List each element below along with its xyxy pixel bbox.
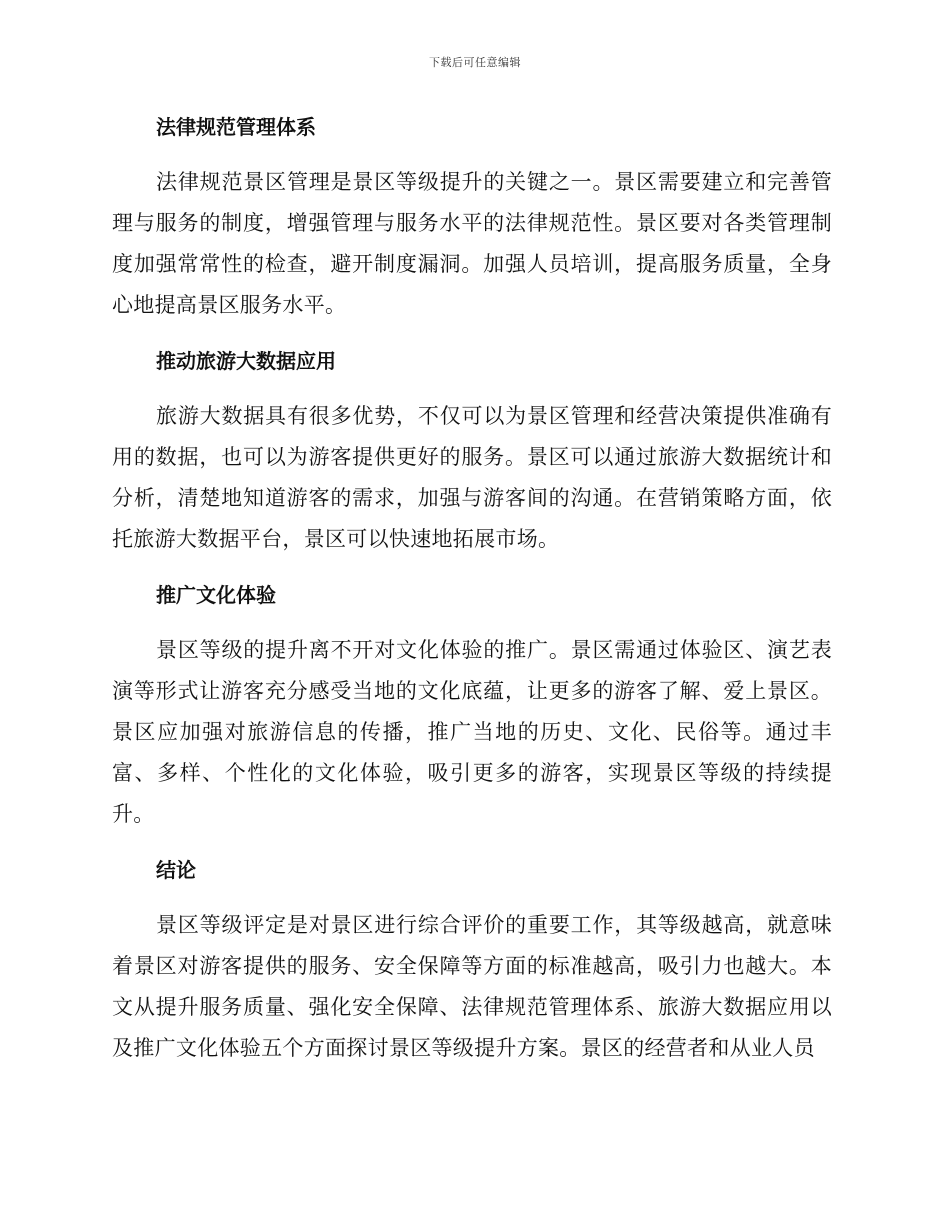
section-heading-culture: 推广文化体验 [156, 583, 276, 607]
section-paragraph-big-data: 旅游大数据具有很多优势，不仅可以为景区管理和经营决策提供准确有用的数据，也可以为游客提供更好的服务。景区可以通过旅游大数据统计和分析，清楚地知道游客的需求，加强与游客间的沟通。在营销策略方面，依托旅游大数据平台，景区可以快速地拓展市场。 [112, 404, 832, 551]
section-paragraph-conclusion: 景区等级评定是对景区进行综合评价的重要工作，其等级越高，就意味着景区对游客提供的服务、安全保障等方面的标准越高，吸引力也越大。本文从提升服务质量、强化安全保障、法律规范管理体系、旅游大数据应用以及推广文化体验五个方面探讨景区等级提升方案。景区的经营者和从业人员 [112, 913, 832, 1060]
section-paragraph-legal: 法律规范景区管理是景区等级提升的关键之一。景区需要建立和完善管理与服务的制度，增强管理与服务水平的法律规范性。景区要对各类管理制度加强常常性的检查，避开制度漏洞。加强人员培训，提高服务质量，全身心地提高景区服务水平。 [112, 170, 832, 317]
section-heading-big-data: 推动旅游大数据应用 [156, 349, 336, 373]
section-paragraph-culture: 景区等级的提升离不开对文化体验的推广。景区需通过体验区、演艺表演等形式让游客充分感受当地的文化底蕴，让更多的游客了解、爱上景区。景区应加强对旅游信息的传播，推广当地的历史、文化、民俗等。通过丰富、多样、个性化的文化体验，吸引更多的游客，实现景区等级的持续提升。 [112, 638, 832, 826]
document-body [112, 108, 832, 1085]
section-heading-conclusion: 结论 [156, 858, 196, 882]
page-header: 下载后可任意编辑 [429, 56, 521, 69]
section-heading-legal: 法律规范管理体系 [156, 115, 316, 139]
